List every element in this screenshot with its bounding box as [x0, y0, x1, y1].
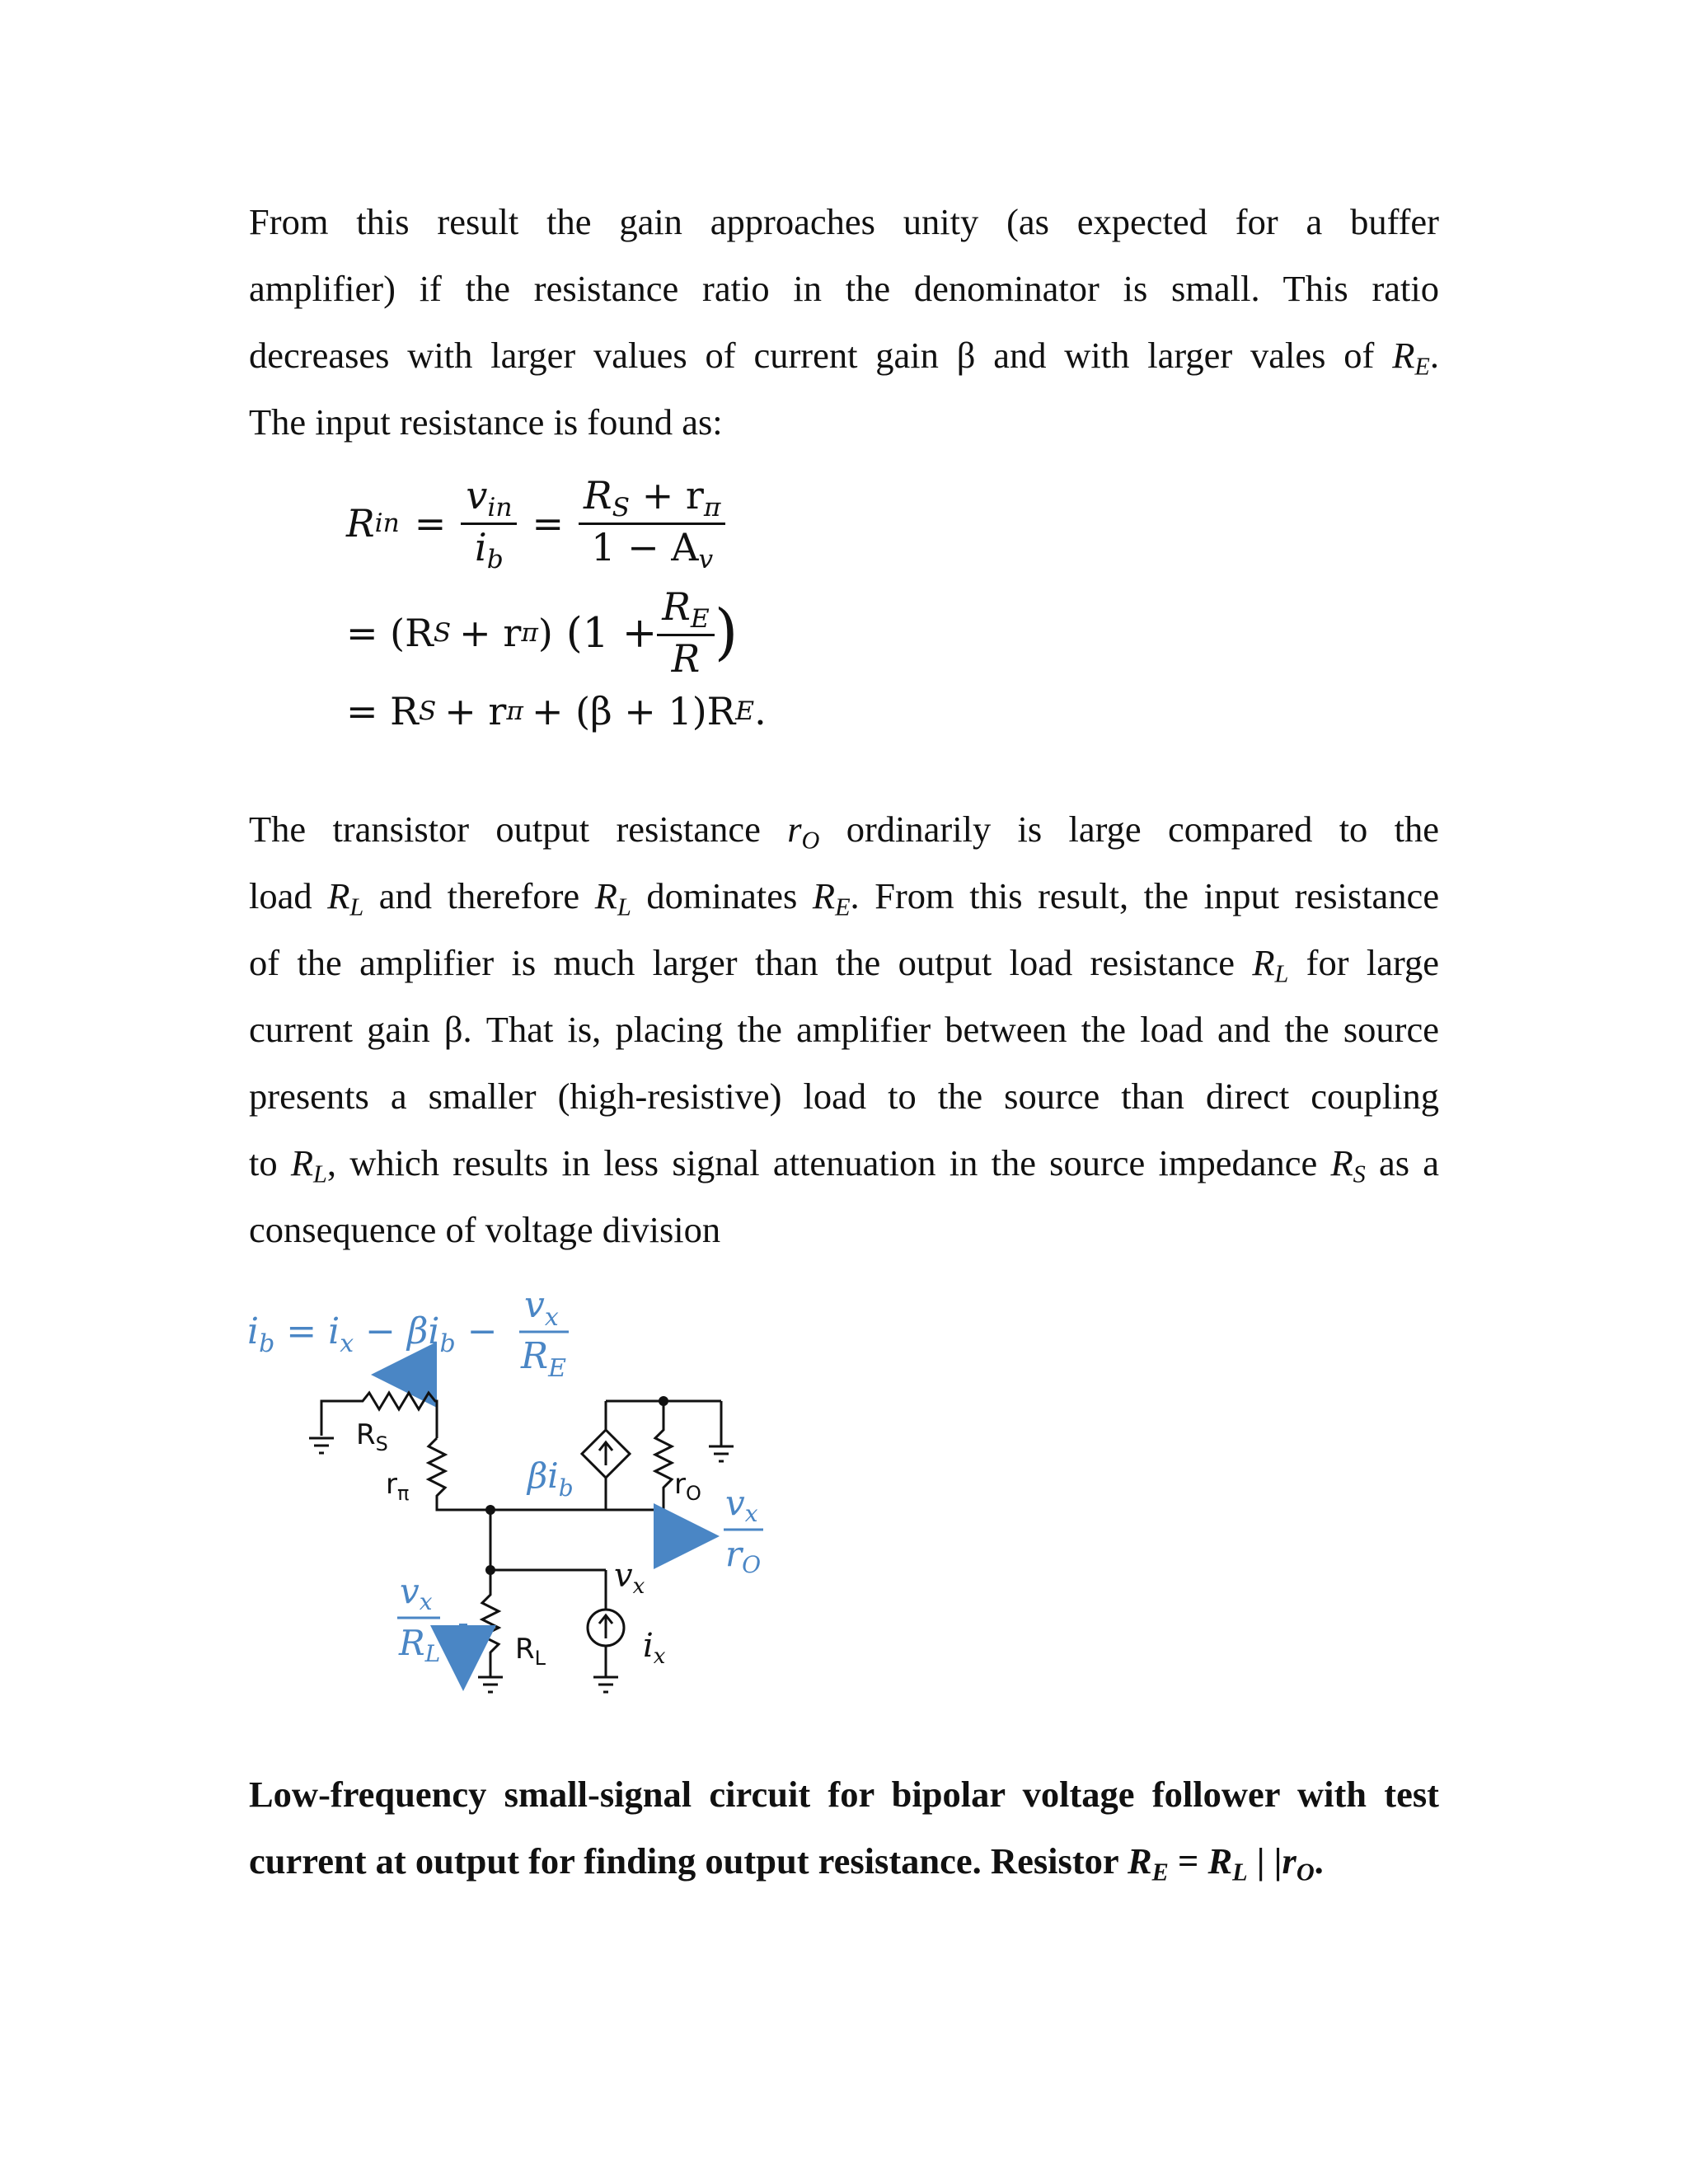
text-line: load $R_L$ and therefore $R_L$ dominates $R_E$. From this result, the input resistance — [249, 875, 1440, 921]
text-line: The transistor output resistance $r_O$ ordinarily is large compared to the — [249, 808, 1439, 855]
text-line: presents a smaller (high-resistive) load to the source than direct coupling — [249, 1076, 1439, 1117]
figure-caption — [249, 1761, 1439, 1895]
vx-rl-den: RL — [399, 1623, 441, 1667]
svg-text:ib = ix − βib −: $i_b = i_x - \beta i_b$ − — [247, 1310, 498, 1358]
node-dot — [485, 1505, 495, 1515]
ro-label: $r_O$ — [674, 1468, 701, 1505]
text-line: amplifier) if the resistance ratio in the denominator is small. This ratio — [249, 268, 1439, 309]
equation-line-1: R in = $\frac{v_{in}}{i_b}$ = $\frac{R_S + r_\pi}{1 - A_v}$ — [346, 466, 923, 581]
text-line: consequence of voltage division — [249, 1209, 721, 1250]
text-line: From this result the gain approaches unity (as expected for a buffer — [249, 201, 1439, 242]
text-line: current gain β. That is, placing the amplifier between the load and the source — [249, 1009, 1439, 1050]
svg-text:vx: $v_x$ — [524, 1284, 559, 1332]
beta-ib-label: $\beta i_b$ — [528, 1455, 574, 1502]
fraction-vin-ib: $\frac{v_{in}}{i_b}$ — [461, 473, 517, 574]
vx-node-label: $v_x$ — [614, 1557, 645, 1599]
fraction-re-r: $\frac{R_E}{R}$ — [657, 584, 714, 681]
rl-label: $R_L$ — [515, 1633, 546, 1670]
caption-line: Low-frequency small-signal circuit for bipolar voltage follower with test — [249, 1774, 1439, 1815]
symbol-re: R — [1392, 335, 1415, 376]
fraction-rs-rpi-over-1-av: $\frac{R_S + r_\pi}{1 - A_v}$ — [579, 473, 725, 574]
ib-equation — [247, 1284, 569, 1383]
ix-label: $i_x$ — [643, 1627, 666, 1669]
equation-line-3: = R S + r π + (β + 1)R E . — [346, 688, 767, 733]
vx-rl-num: vx — [400, 1571, 433, 1615]
vx-ro-den: rO — [725, 1534, 762, 1578]
caption-line: current at output for finding output resistance. Resistor $R_E = R_L$ | $|r_O$. — [249, 1840, 1324, 1886]
text-line: to $R_L$, which results in less signal attenuation in the source impedance $R_S$ as a — [249, 1142, 1440, 1188]
node-dot — [659, 1396, 668, 1406]
text-line: of the amplifier is much larger than the output load resistance $R_L$ for large — [249, 942, 1440, 988]
vx-ro-num: vx — [725, 1483, 758, 1527]
text-line: decreases with larger values of current gain β and with larger vales of $R_E$. — [249, 335, 1440, 381]
svg-text:RE: $R_E$ — [521, 1335, 567, 1383]
node-dot — [485, 1565, 495, 1575]
rpi-label: $r_\pi$ — [386, 1468, 410, 1505]
equation-line-2: = (R S + r π ) (1 + $\frac{R_E}{R}$ ) — [346, 584, 738, 681]
text-line: The input resistance is found as: — [249, 401, 723, 443]
rs-label: $R_S$ — [356, 1418, 388, 1455]
